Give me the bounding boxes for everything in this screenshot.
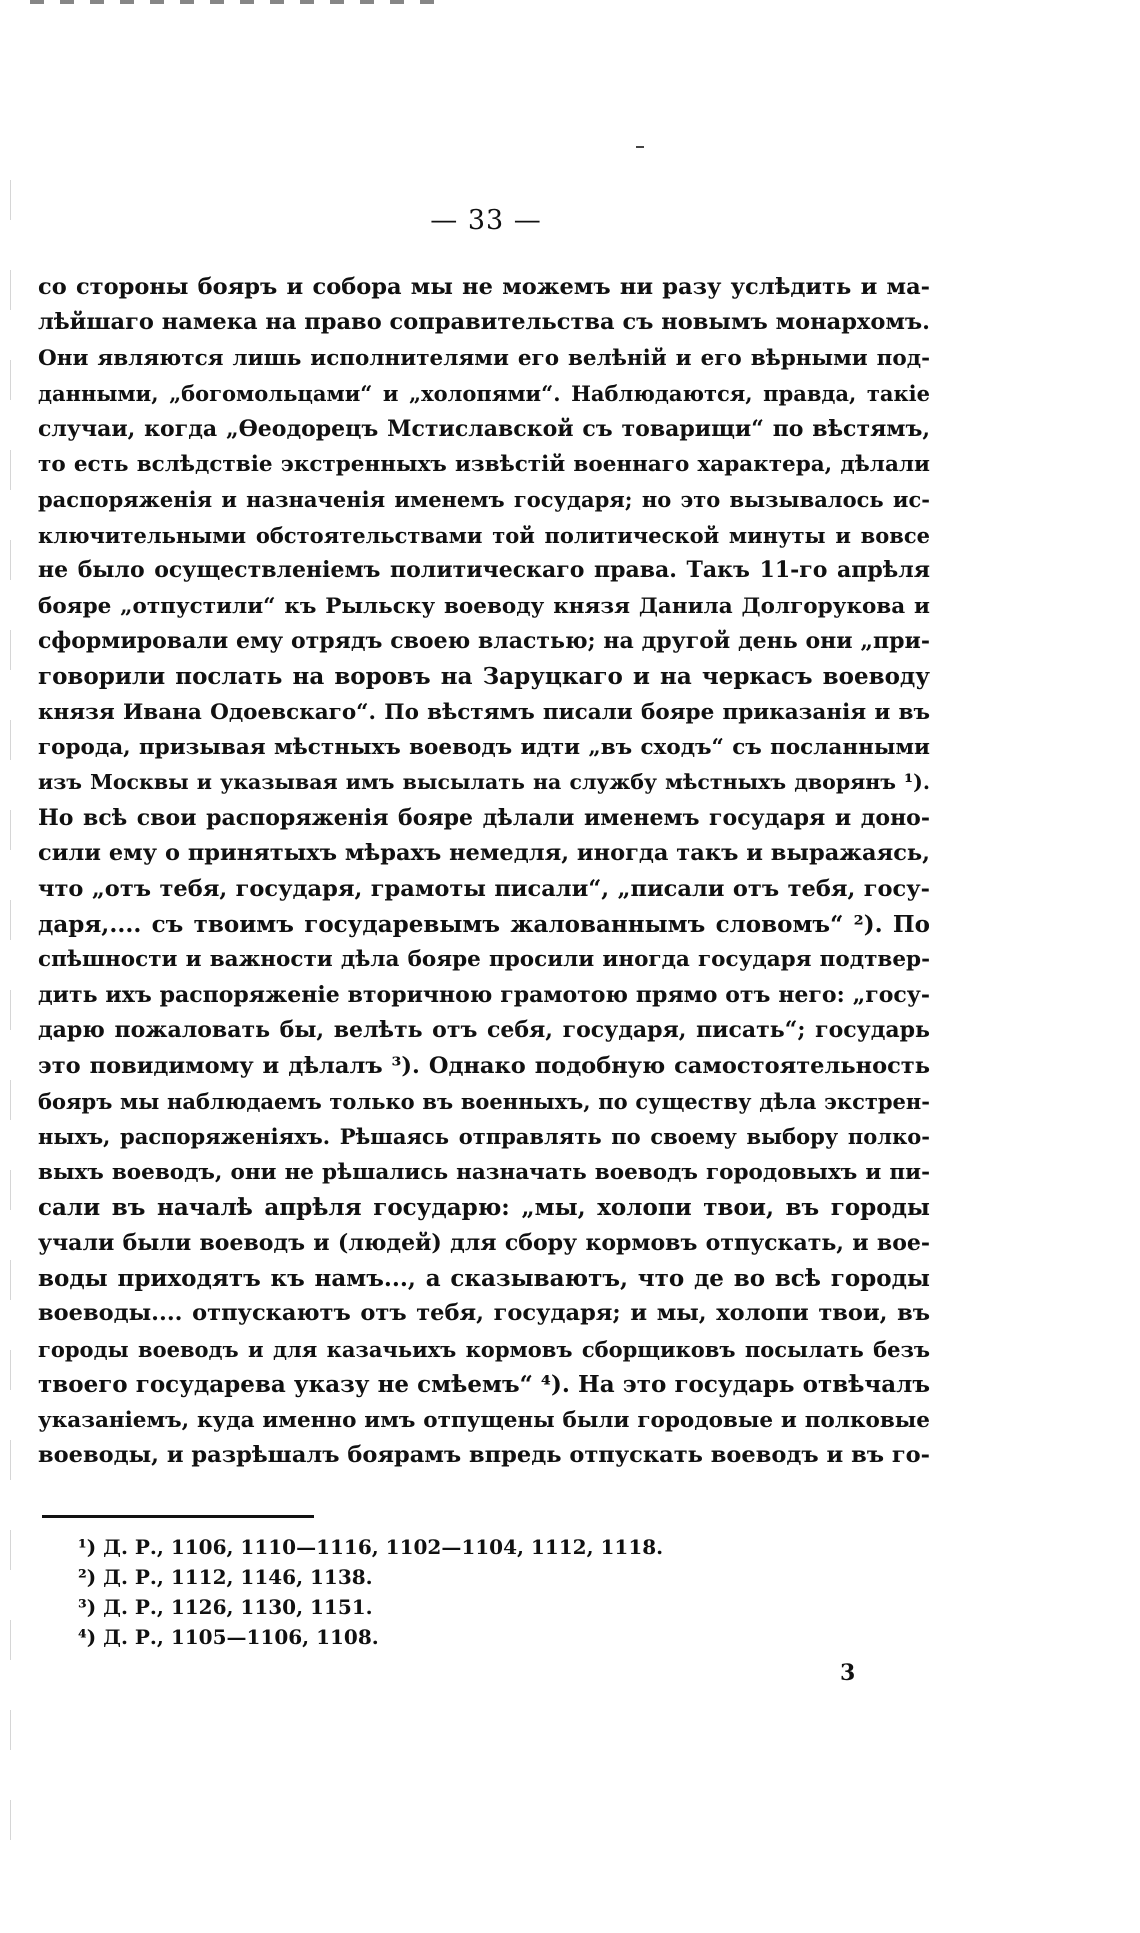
scan-artifact bbox=[30, 0, 450, 4]
text-line: не было осуществленіемъ политическаго права. Такъ 11-го апрѣля bbox=[38, 557, 930, 584]
scan-edge bbox=[10, 180, 11, 1880]
text-line: что „отъ тебя, государя, грамоты писали“, „писали отъ тебя, госу- bbox=[38, 875, 930, 902]
footnote: ¹) Д. Р., 1106, 1110—1116, 1102—1104, 1112, 1118. bbox=[78, 1535, 664, 1559]
body-text bbox=[38, 270, 930, 1473]
text-line: города, призывая мѣстныхъ воеводъ идти „въ сходъ“ съ посланными bbox=[38, 735, 930, 761]
footnote: ²) Д. Р., 1112, 1146, 1138. bbox=[78, 1565, 373, 1589]
text-line: Они являются лишь исполнителями его велѣній и его вѣрными под- bbox=[38, 345, 930, 371]
footnote: ⁴) Д. Р., 1105—1106, 1108. bbox=[78, 1625, 379, 1649]
text-line: твоего государева указу не смѣемъ“ ⁴). На это государь отвѣчалъ bbox=[38, 1371, 930, 1399]
text-line: воеводы.... отпускаютъ отъ тебя, государя; и мы, холопи твои, въ bbox=[38, 1300, 930, 1327]
text-line: то есть вслѣдствіе экстренныхъ извѣстій военнаго характера, дѣлали bbox=[38, 451, 930, 477]
text-line: дить ихъ распоряженіе вторичною грамотою прямо отъ него: „госу- bbox=[38, 981, 930, 1008]
text-line: воеводы, и разрѣшалъ боярамъ впредь отпускать воеводъ и въ го- bbox=[38, 1441, 930, 1468]
page-number: — 33 — bbox=[430, 205, 542, 236]
text-line: бояръ мы наблюдаемъ только въ военныхъ, по существу дѣла экстрен- bbox=[38, 1088, 930, 1114]
text-line: городы воеводъ и для казачьихъ кормовъ сборщиковъ посылать безъ bbox=[38, 1336, 930, 1362]
text-line: князя Ивана Одоевскаго“. По вѣстямъ писали бояре приказанія и въ bbox=[38, 699, 930, 725]
text-line: распоряженія и назначенія именемъ государя; но это вызывалось ис- bbox=[38, 487, 930, 513]
text-line: даря,.... съ твоимъ государевымъ жалованнымъ словомъ“ ²). По bbox=[38, 911, 930, 939]
text-line: учали были воеводъ и (людей) для сбору кормовъ отпускать, и вое- bbox=[38, 1229, 930, 1256]
text-line: это повидимому и дѣлалъ ³). Однако подобную самостоятельность bbox=[38, 1052, 930, 1079]
footnote: ³) Д. Р., 1126, 1130, 1151. bbox=[78, 1595, 373, 1619]
text-line: ныхъ, распоряженіяхъ. Рѣшаясь отправлять по своему выбору полко- bbox=[38, 1124, 930, 1150]
scan-speck bbox=[636, 146, 644, 148]
text-line: случаи, когда „Ѳеодорецъ Мстиславской съ товарищи“ по вѣстямъ, bbox=[38, 415, 930, 442]
text-line: дарю пожаловать бы, велѣть отъ себя, государя, писать“; государь bbox=[38, 1017, 930, 1044]
text-line: ключительными обстоятельствами той политической минуты и вовсе bbox=[38, 522, 930, 548]
text-line: воды приходятъ къ намъ..., а сказываютъ, что де во всѣ городы bbox=[38, 1264, 930, 1292]
footnotes bbox=[78, 1532, 778, 1652]
text-line: бояре „отпустили“ къ Рыльску воеводу князя Данила Долгорукова и bbox=[38, 593, 930, 619]
text-line: говорили послать на воровъ на Заруцкаго и на черкасъ воеводу bbox=[38, 663, 930, 691]
text-line: сали въ началѣ апрѣля государю: „мы, холопи твои, въ городы bbox=[38, 1194, 930, 1222]
text-line: выхъ воеводъ, они не рѣшались назначать воеводъ городовыхъ и пи- bbox=[38, 1159, 930, 1185]
text-line: спѣшности и важности дѣла бояре просили иногда государя подтвер- bbox=[38, 947, 930, 973]
text-line: указаніемъ, куда именно имъ отпущены были городовые и полковые bbox=[38, 1407, 930, 1433]
text-line: сформировали ему отрядъ своею властью; на другой день они „при- bbox=[38, 627, 930, 654]
signature-mark: 3 bbox=[840, 1660, 856, 1686]
text-line: лѣйшаго намека на право соправительства съ новымъ монархомъ. bbox=[38, 309, 930, 336]
text-line: изъ Москвы и указывая имъ высылать на службу мѣстныхъ дворянъ ¹). bbox=[38, 770, 930, 795]
text-line: сили ему о принятыхъ мѣрахъ немедля, иногда такъ и выражаясь, bbox=[38, 840, 930, 867]
text-line: со стороны бояръ и собора мы не можемъ ни разу услѣдить и ма- bbox=[38, 274, 930, 300]
footnote-rule bbox=[42, 1515, 314, 1518]
text-line: Но всѣ свои распоряженія бояре дѣлали именемъ государя и доно- bbox=[38, 804, 930, 831]
text-line: данными, „богомольцами“ и „холопями“. Наблюдаются, правда, такіе bbox=[38, 381, 930, 407]
